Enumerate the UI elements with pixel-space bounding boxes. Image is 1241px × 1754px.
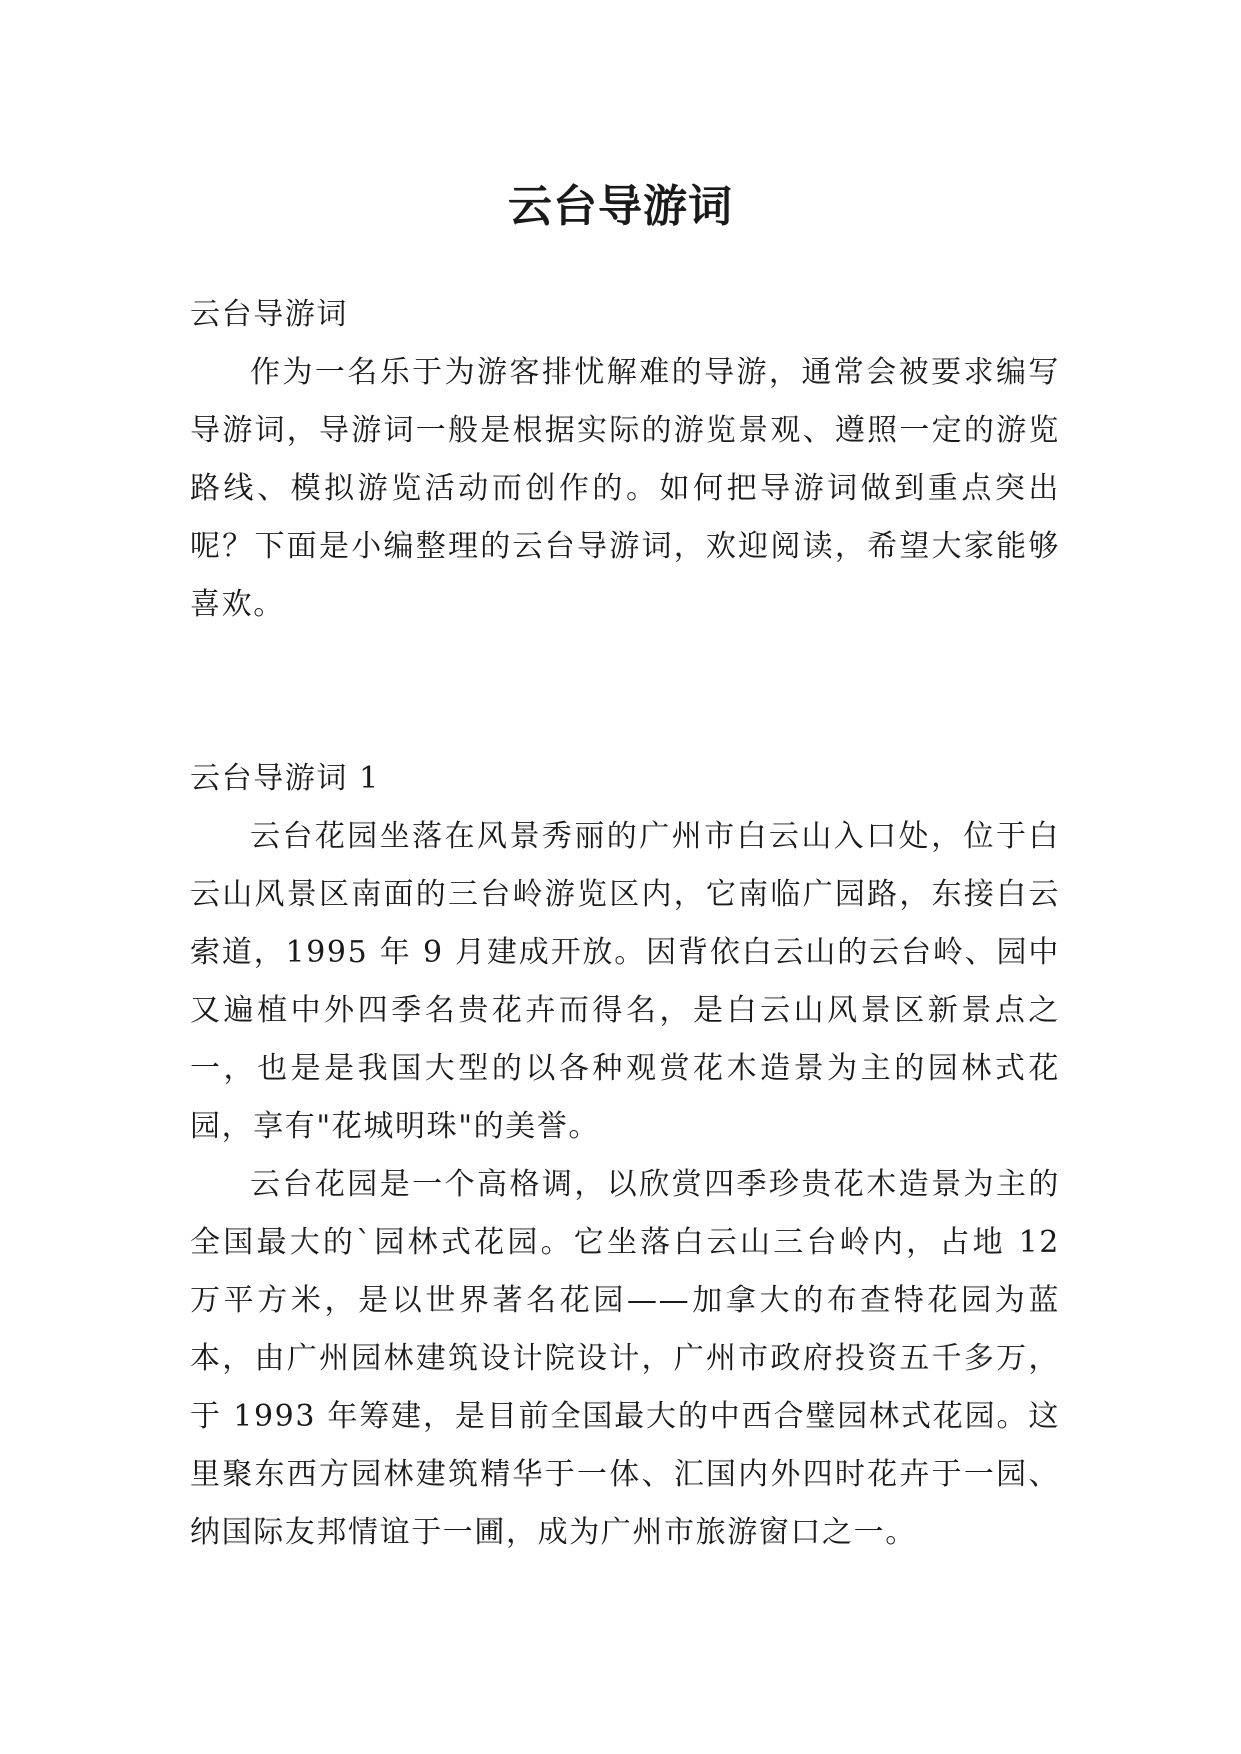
section-1 [190,750,1060,1562]
intro-paragraph: 作为一名乐于为游客排忧解难的导游，通常会被要求编写导游词，导游词一般是根据实际的游览景观、遵照一定的游览路线、模拟游览活动而创作的。如何把导游词做到重点突出呢？下面是小编整理的云台导游词，欢迎阅读，希望大家能够喜欢。 [190,355,1060,622]
section-1-heading: 云台导游词 1 [190,761,380,796]
section-1-paragraph-1: 云台花园坐落在风景秀丽的广州市白云山入口处，位于白云山风景区南面的三台岭游览区内，它南临广园路，东接白云索道，1995 年 9 月建成开放。因背依白云山的云台岭、园中又遍植中外四季名贵花卉而得名，是白云山风景区新景点之一，也是是我国大型的以各种观赏花木造景为主的园林式花园，享有"花城明珠"的美誉。 [190,819,1060,1144]
document-title: 云台导游词 [508,181,733,233]
section-1-paragraph-2: 云台花园是一个高格调，以欣赏四季珍贵花木造景为主的全国最大的`园林式花园。它坐落白云山三台岭内，占地 12 万平方米，是以世界著名花园——加拿大的布查特花园为蓝本，由广州园林建筑设计院设计，广州市政府投资五千多万，于 1993 年筹建，是目前全国最大的中西合璧园林式花园。这里聚东西方园林建筑精华于一体、汇国内外四时花卉于一园、纳国际友邦情谊于一圃，成为广州市旅游窗口之一。 [190,1167,1060,1550]
intro-section [190,286,1060,634]
intro-heading: 云台导游词 [190,297,348,332]
